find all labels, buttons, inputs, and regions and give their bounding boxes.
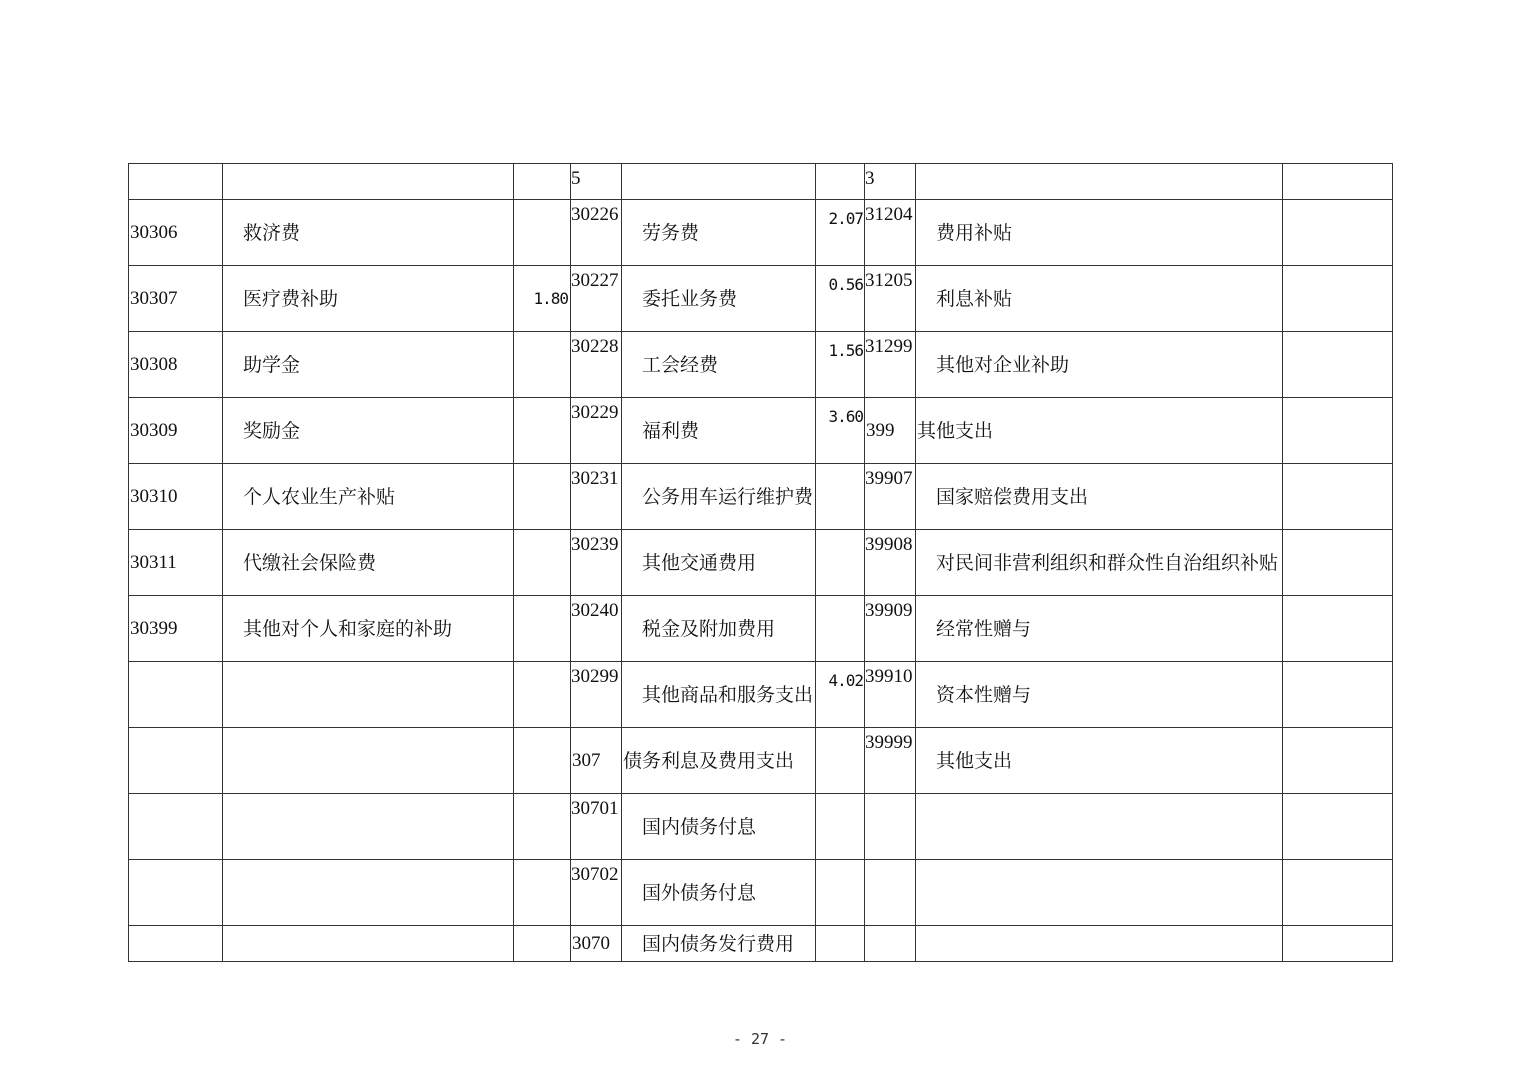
- cell-amount-1: [514, 860, 571, 926]
- cell-code-2: 30701: [571, 794, 622, 860]
- cell-name-3: 国家赔偿费用支出: [916, 464, 1283, 530]
- cell-name-2: 劳务费: [622, 200, 816, 266]
- cell-name-2: 国外债务付息: [622, 860, 816, 926]
- cell-name-1: 奖励金: [223, 398, 514, 464]
- table-row: [129, 164, 1393, 200]
- cell-name-1: [223, 860, 514, 926]
- cell-name-3: [916, 530, 1283, 596]
- cell-amount-3: [1283, 596, 1393, 662]
- cell-code-3: 39907: [865, 464, 916, 530]
- cell-amount-1: [514, 200, 571, 266]
- cell-code-2: 30228: [571, 332, 622, 398]
- cell-amount-2: [816, 596, 865, 662]
- cell-name-3: 其他对企业补助: [916, 332, 1283, 398]
- cell-name-1: 其他对个人和家庭的补助: [223, 596, 514, 662]
- cell-name-1: 助学金: [223, 332, 514, 398]
- cell-name-3: 利息补贴: [916, 266, 1283, 332]
- cell-name-3: [916, 164, 1283, 200]
- cell-amount-2: [816, 728, 865, 794]
- cell-amount-2: 0.56: [816, 266, 865, 332]
- cell-name-3: 经常性赠与: [916, 596, 1283, 662]
- cell-code-1: 30309: [129, 398, 223, 464]
- cell-code-2: 30240: [571, 596, 622, 662]
- cell-code-1: [129, 860, 223, 926]
- cell-amount-3: [1283, 926, 1393, 962]
- cell-name-2: 国内债务付息: [622, 794, 816, 860]
- cell-code-2: 3070: [571, 926, 622, 962]
- cell-name-2: 债务利息及费用支出: [622, 728, 816, 794]
- budget-expenditure-table: [128, 163, 1393, 962]
- cell-name-3: 资本性赠与: [916, 662, 1283, 728]
- table-row: [129, 266, 1393, 332]
- cell-name-1: 个人农业生产补贴: [223, 464, 514, 530]
- cell-name-2: 福利费: [622, 398, 816, 464]
- cell-name-1: [223, 164, 514, 200]
- cell-code-3: 39910: [865, 662, 916, 728]
- cell-amount-1: [514, 926, 571, 962]
- cell-amount-1: 1.80: [514, 266, 571, 332]
- cell-code-3: 31204: [865, 200, 916, 266]
- cell-code-1: [129, 164, 223, 200]
- cell-name-2: [622, 164, 816, 200]
- cell-code-2: 30229: [571, 398, 622, 464]
- cell-code-1: [129, 728, 223, 794]
- cell-amount-3: [1283, 332, 1393, 398]
- cell-amount-2: 2.07: [816, 200, 865, 266]
- cell-amount-3: [1283, 464, 1393, 530]
- cell-name-1: 医疗费补助: [223, 266, 514, 332]
- cell-code-3: 39909: [865, 596, 916, 662]
- cell-amount-2: [816, 926, 865, 962]
- cell-code-1: [129, 794, 223, 860]
- cell-code-3: 31299: [865, 332, 916, 398]
- cell-amount-1: [514, 164, 571, 200]
- cell-code-2: 30231: [571, 464, 622, 530]
- cell-amount-1: [514, 596, 571, 662]
- cell-code-2: 30702: [571, 860, 622, 926]
- table-row: [129, 398, 1393, 464]
- cell-name-2: [622, 662, 816, 728]
- cell-name-1: [223, 794, 514, 860]
- cell-code-1: 30306: [129, 200, 223, 266]
- table-row: [129, 860, 1393, 926]
- table-row: [129, 596, 1393, 662]
- cell-amount-3: [1283, 662, 1393, 728]
- cell-name-2-text: 其他商品和服务支出: [642, 683, 814, 706]
- cell-code-1: [129, 662, 223, 728]
- cell-code-1: 30311: [129, 530, 223, 596]
- cell-amount-1: [514, 332, 571, 398]
- cell-name-3: 费用补贴: [916, 200, 1283, 266]
- cell-name-3: [916, 860, 1283, 926]
- cell-name-1: [223, 728, 514, 794]
- cell-amount-2: 4.02: [816, 662, 865, 728]
- cell-code-2: 30239: [571, 530, 622, 596]
- cell-amount-1: [514, 464, 571, 530]
- table-row: [129, 332, 1393, 398]
- cell-amount-2: [816, 164, 865, 200]
- cell-name-3: 其他支出: [916, 728, 1283, 794]
- table-row: [129, 926, 1393, 962]
- cell-code-3: [865, 794, 916, 860]
- cell-code-3: 399: [865, 398, 916, 464]
- cell-amount-1: [514, 398, 571, 464]
- cell-name-1: 代缴社会保险费: [223, 530, 514, 596]
- cell-amount-2: [816, 860, 865, 926]
- cell-name-1: [223, 926, 514, 962]
- cell-code-2: 5: [571, 164, 622, 200]
- table-row: [129, 200, 1393, 266]
- cell-code-1: 30307: [129, 266, 223, 332]
- page-number: - 27 -: [732, 1030, 788, 1048]
- cell-name-3-text: 对民间非营利组织和群众性自治组织补贴: [936, 551, 1279, 574]
- cell-name-3: 其他支出: [916, 398, 1283, 464]
- cell-amount-1: [514, 728, 571, 794]
- cell-code-2: 30299: [571, 662, 622, 728]
- cell-code-3: 39999: [865, 728, 916, 794]
- cell-amount-3: [1283, 164, 1393, 200]
- cell-amount-2: [816, 794, 865, 860]
- table-body: [129, 164, 1393, 962]
- cell-name-2-text: 公务用车运行维护费: [642, 485, 814, 508]
- cell-amount-3: [1283, 530, 1393, 596]
- cell-code-1: 30399: [129, 596, 223, 662]
- cell-amount-3: [1283, 860, 1393, 926]
- cell-amount-3: [1283, 200, 1393, 266]
- cell-amount-3: [1283, 794, 1393, 860]
- cell-code-2: 30227: [571, 266, 622, 332]
- cell-name-3: [916, 794, 1283, 860]
- cell-amount-2: [816, 464, 865, 530]
- cell-name-2: 税金及附加费用: [622, 596, 816, 662]
- cell-name-2: [622, 464, 816, 530]
- cell-amount-2: 1.56: [816, 332, 865, 398]
- cell-code-3: 39908: [865, 530, 916, 596]
- cell-name-2: 其他交通费用: [622, 530, 816, 596]
- cell-code-1: [129, 926, 223, 962]
- cell-name-1: [223, 662, 514, 728]
- cell-amount-2: 3.60: [816, 398, 865, 464]
- cell-code-3: 31205: [865, 266, 916, 332]
- table-row: [129, 794, 1393, 860]
- cell-amount-2: [816, 530, 865, 596]
- table-row: [129, 728, 1393, 794]
- cell-code-1: 30308: [129, 332, 223, 398]
- cell-name-2: 国内债务发行费用: [622, 926, 816, 962]
- cell-code-2: 30226: [571, 200, 622, 266]
- cell-amount-1: [514, 662, 571, 728]
- table-row: [129, 464, 1393, 530]
- cell-code-3: [865, 926, 916, 962]
- cell-amount-3: [1283, 398, 1393, 464]
- cell-name-2: 委托业务费: [622, 266, 816, 332]
- cell-amount-3: [1283, 266, 1393, 332]
- cell-amount-1: [514, 530, 571, 596]
- cell-amount-3: [1283, 728, 1393, 794]
- table-row: [129, 530, 1393, 596]
- cell-code-2: 307: [571, 728, 622, 794]
- cell-code-3: [865, 860, 916, 926]
- table-row: [129, 662, 1393, 728]
- cell-code-1: 30310: [129, 464, 223, 530]
- cell-name-1: 救济费: [223, 200, 514, 266]
- cell-name-3: [916, 926, 1283, 962]
- cell-name-2: 工会经费: [622, 332, 816, 398]
- cell-code-3: 3: [865, 164, 916, 200]
- cell-amount-1: [514, 794, 571, 860]
